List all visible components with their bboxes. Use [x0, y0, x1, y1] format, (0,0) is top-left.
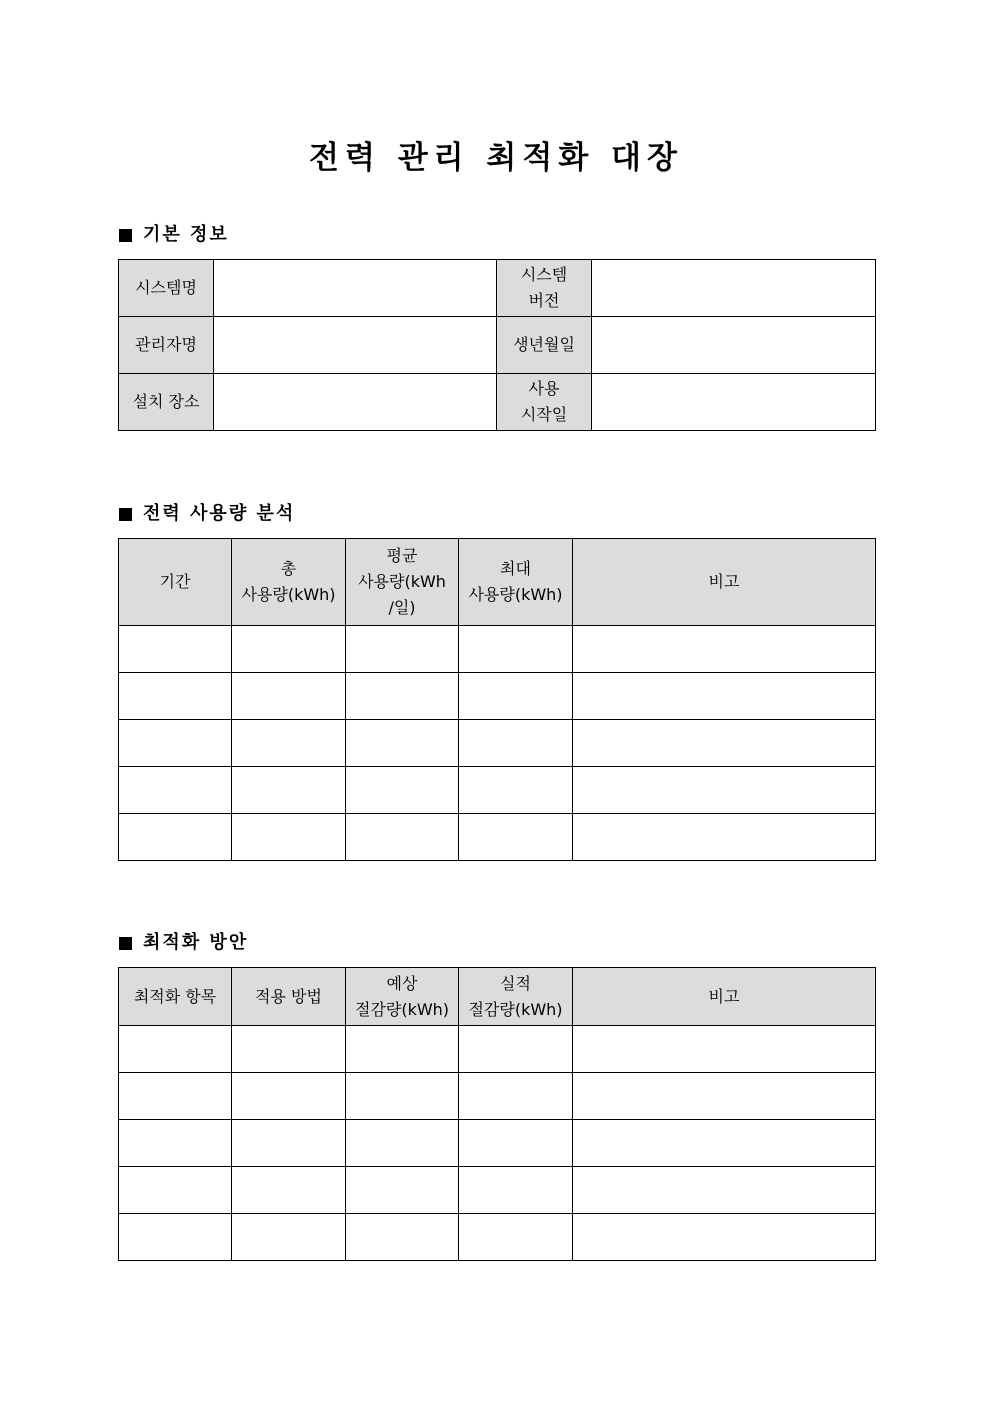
system-version-label: 시스템 버전 — [497, 260, 592, 317]
table-cell[interactable] — [573, 1214, 876, 1261]
table-row — [119, 673, 876, 720]
birth-date-label: 생년월일 — [497, 317, 592, 374]
optimization-plan-table — [118, 967, 876, 1261]
table-cell[interactable] — [346, 1026, 459, 1073]
table-cell[interactable] — [232, 720, 346, 767]
table-header-row — [119, 968, 876, 1026]
table-cell[interactable] — [232, 1073, 346, 1120]
basic-info-row — [119, 374, 876, 431]
system-name-label: 시스템명 — [119, 260, 214, 317]
table-cell[interactable] — [459, 1073, 573, 1120]
table-cell[interactable] — [119, 626, 232, 673]
table-row — [119, 1073, 876, 1120]
table-cell[interactable] — [232, 814, 346, 861]
table-cell[interactable] — [573, 814, 876, 861]
table-cell[interactable] — [119, 767, 232, 814]
table-row — [119, 767, 876, 814]
table-cell[interactable] — [573, 767, 876, 814]
table-cell[interactable] — [119, 1073, 232, 1120]
basic-info-heading — [119, 223, 229, 247]
usage-analysis-heading-text: 전력 사용량 분석 — [143, 503, 296, 524]
column-header-expected-savings: 예상 절감량(kWh) — [346, 968, 459, 1026]
system-name-field[interactable] — [214, 260, 497, 317]
table-cell[interactable] — [459, 814, 573, 861]
usage-analysis-table — [118, 538, 876, 861]
system-version-field[interactable] — [592, 260, 876, 317]
column-header-remarks: 비고 — [573, 968, 876, 1026]
square-bullet-icon — [119, 937, 132, 950]
table-cell[interactable] — [346, 1073, 459, 1120]
column-header-total-usage: 총 사용량(kWh) — [232, 539, 346, 626]
table-cell[interactable] — [232, 767, 346, 814]
manager-name-field[interactable] — [214, 317, 497, 374]
table-row — [119, 1026, 876, 1073]
table-cell[interactable] — [459, 626, 573, 673]
install-location-label: 설치 장소 — [119, 374, 214, 431]
column-header-remarks: 비고 — [573, 539, 876, 626]
table-cell[interactable] — [346, 626, 459, 673]
install-location-field[interactable] — [214, 374, 497, 431]
table-cell[interactable] — [119, 1120, 232, 1167]
column-header-actual-savings: 실적 절감량(kWh) — [459, 968, 573, 1026]
column-header-period: 기간 — [119, 539, 232, 626]
table-cell[interactable] — [459, 720, 573, 767]
square-bullet-icon — [119, 229, 132, 242]
manager-name-label: 관리자명 — [119, 317, 214, 374]
table-cell[interactable] — [573, 1073, 876, 1120]
birth-date-field[interactable] — [592, 317, 876, 374]
document-title: 전력 관리 최적화 대장 — [309, 140, 683, 176]
start-date-field[interactable] — [592, 374, 876, 431]
column-header-average-usage: 평균 사용량(kWh /일) — [346, 539, 459, 626]
basic-info-heading-text: 기본 정보 — [143, 224, 229, 245]
table-cell[interactable] — [119, 720, 232, 767]
table-cell[interactable] — [573, 1026, 876, 1073]
table-cell[interactable] — [573, 1167, 876, 1214]
table-cell[interactable] — [346, 1120, 459, 1167]
table-row — [119, 814, 876, 861]
table-cell[interactable] — [346, 673, 459, 720]
optimization-plan-heading-text: 최적화 방안 — [143, 932, 249, 953]
table-row — [119, 720, 876, 767]
optimization-plan-heading — [119, 931, 248, 955]
table-cell[interactable] — [459, 1120, 573, 1167]
basic-info-row — [119, 260, 876, 317]
table-cell[interactable] — [346, 720, 459, 767]
table-header-row — [119, 539, 876, 626]
table-row — [119, 1167, 876, 1214]
column-header-apply-method: 적용 방법 — [232, 968, 346, 1026]
table-cell[interactable] — [232, 1120, 346, 1167]
column-header-optimization-item: 최적화 항목 — [119, 968, 232, 1026]
table-cell[interactable] — [573, 626, 876, 673]
table-cell[interactable] — [346, 767, 459, 814]
table-cell[interactable] — [459, 1167, 573, 1214]
table-cell[interactable] — [232, 1214, 346, 1261]
table-row — [119, 1214, 876, 1261]
column-header-max-usage: 최대 사용량(kWh) — [459, 539, 573, 626]
table-cell[interactable] — [119, 814, 232, 861]
table-cell[interactable] — [459, 767, 573, 814]
table-cell[interactable] — [459, 673, 573, 720]
table-cell[interactable] — [119, 1167, 232, 1214]
table-row — [119, 1120, 876, 1167]
table-cell[interactable] — [232, 626, 346, 673]
table-cell[interactable] — [119, 1026, 232, 1073]
table-cell[interactable] — [232, 1026, 346, 1073]
usage-analysis-heading — [119, 502, 295, 526]
table-cell[interactable] — [573, 720, 876, 767]
table-cell[interactable] — [459, 1214, 573, 1261]
table-cell[interactable] — [346, 1214, 459, 1261]
basic-info-row — [119, 317, 876, 374]
table-cell[interactable] — [119, 673, 232, 720]
square-bullet-icon — [119, 508, 132, 521]
table-cell[interactable] — [346, 1167, 459, 1214]
table-cell[interactable] — [232, 1167, 346, 1214]
table-cell[interactable] — [232, 673, 346, 720]
basic-info-table — [118, 259, 876, 431]
table-cell[interactable] — [346, 814, 459, 861]
table-cell[interactable] — [459, 1026, 573, 1073]
table-cell[interactable] — [573, 1120, 876, 1167]
table-cell[interactable] — [573, 673, 876, 720]
start-date-label: 사용 시작일 — [497, 374, 592, 431]
table-cell[interactable] — [119, 1214, 232, 1261]
table-row — [119, 626, 876, 673]
